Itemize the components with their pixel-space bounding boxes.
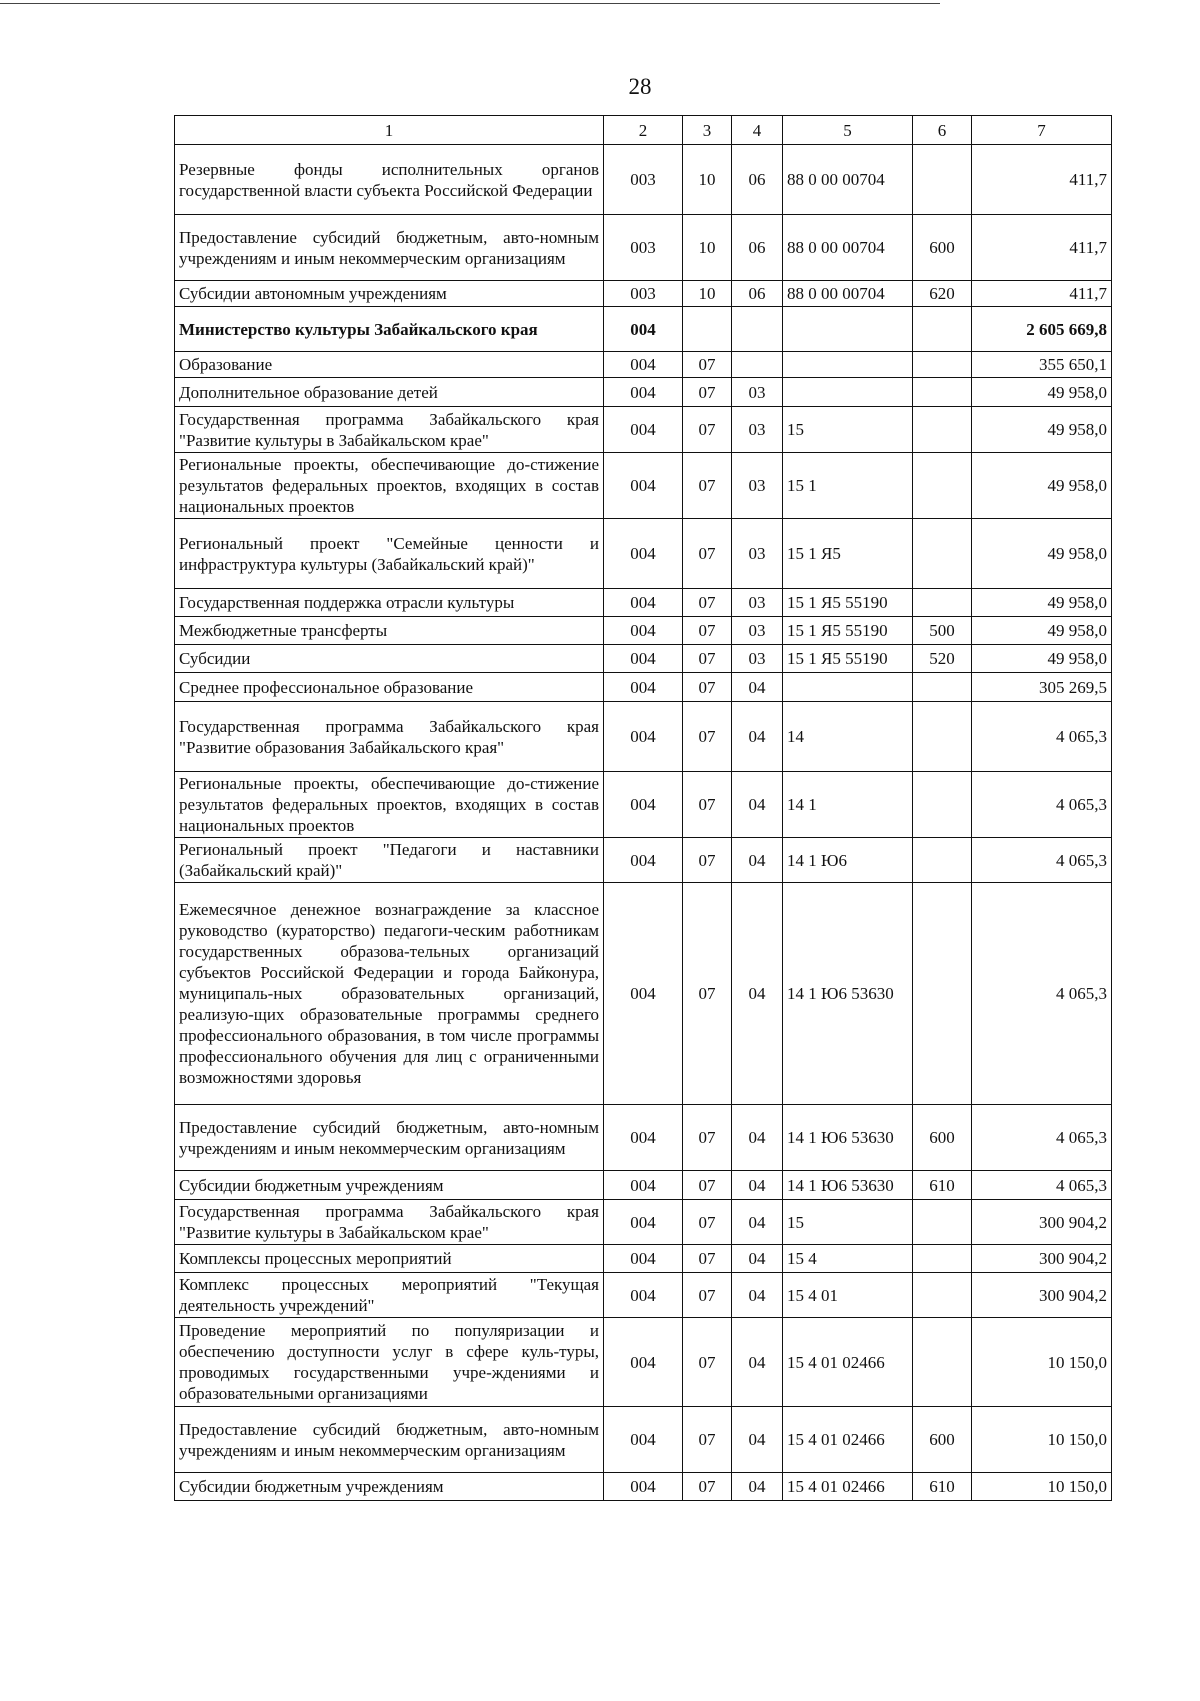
amount-cell: 49 958,0 [972, 407, 1112, 453]
amount-cell: 411,7 [972, 145, 1112, 215]
table-row [175, 1171, 1112, 1200]
scan-border-line [0, 3, 940, 4]
expense-type-code-cell [913, 838, 972, 883]
subsection-code-cell: 03 [732, 453, 783, 519]
table-row [175, 519, 1112, 589]
table-row [175, 702, 1112, 772]
expense-type-code-cell [913, 352, 972, 378]
table-row [175, 617, 1112, 645]
ministry-code-cell: 004 [604, 453, 683, 519]
ministry-code-cell: 003 [604, 281, 683, 307]
subsection-code-cell: 04 [732, 1200, 783, 1245]
row-name-cell: Региональный проект "Педагоги и наставники (Забайкальский край)" [175, 838, 604, 883]
section-code-cell: 10 [683, 145, 732, 215]
table-row [175, 407, 1112, 453]
ministry-code-cell: 004 [604, 519, 683, 589]
section-code-cell: 07 [683, 519, 732, 589]
subsection-code-cell [732, 352, 783, 378]
section-code-cell: 07 [683, 378, 732, 407]
expense-type-code-cell [913, 589, 972, 617]
subsection-code-cell: 03 [732, 519, 783, 589]
table-row [175, 1473, 1112, 1501]
expense-type-code-cell: 520 [913, 645, 972, 673]
row-name-cell: Министерство культуры Забайкальского края [175, 307, 604, 352]
section-code-cell [683, 307, 732, 352]
ministry-code-cell: 004 [604, 1105, 683, 1171]
section-code-cell: 07 [683, 673, 732, 702]
table-row [175, 378, 1112, 407]
expense-type-code-cell: 600 [913, 1407, 972, 1473]
section-code-cell: 10 [683, 281, 732, 307]
ministry-code-cell: 004 [604, 1273, 683, 1318]
budget-table [174, 115, 1112, 1501]
row-name-cell: Дополнительное образование детей [175, 378, 604, 407]
row-name-cell: Субсидии автономным учреждениям [175, 281, 604, 307]
row-name-cell: Проведение мероприятий по популяризации и обеспечению доступности услуг в сфере куль-туры, проводимых государственными учре-ждениями и образовательными организациями [175, 1318, 604, 1407]
subsection-code-cell: 03 [732, 589, 783, 617]
expense-type-code-cell [913, 307, 972, 352]
table-row [175, 1105, 1112, 1171]
section-code-cell: 07 [683, 702, 732, 772]
target-article-code-cell: 15 [783, 407, 913, 453]
amount-cell: 10 150,0 [972, 1318, 1112, 1407]
row-name-cell: Региональный проект "Семейные ценности и инфраструктура культуры (Забайкальский край)" [175, 519, 604, 589]
section-code-cell: 07 [683, 883, 732, 1105]
expense-type-code-cell [913, 378, 972, 407]
expense-type-code-cell [913, 673, 972, 702]
ministry-code-cell: 004 [604, 838, 683, 883]
target-article-code-cell: 14 1 [783, 772, 913, 838]
target-article-code-cell: 14 1 Ю6 53630 [783, 1105, 913, 1171]
ministry-code-cell: 004 [604, 1245, 683, 1273]
row-name-cell: Предоставление субсидий бюджетным, авто-номным учреждениям и иным некоммерческим организациям [175, 1105, 604, 1171]
table-row [175, 1318, 1112, 1407]
target-article-code-cell [783, 352, 913, 378]
row-name-cell: Предоставление субсидий бюджетным, авто-номным учреждениям и иным некоммерческим организациям [175, 215, 604, 281]
expense-type-code-cell [913, 1273, 972, 1318]
row-name-cell: Ежемесячное денежное вознаграждение за классное руководство (кураторство) педагоги-ческим работникам государственных образова-тельных организаций субъектов Российской Федерации и города Байконура, муниципаль-ных образовательных организаций, реализую-щих образовательные программы среднего профессионального образования, в том числе программы профессионального обучения для лиц с ограниченными возможностями здоровья [175, 883, 604, 1105]
target-article-code-cell: 88 0 00 00704 [783, 215, 913, 281]
expense-type-code-cell: 500 [913, 617, 972, 645]
target-article-code-cell: 15 4 [783, 1245, 913, 1273]
section-code-cell: 07 [683, 1171, 732, 1200]
table-row [175, 1245, 1112, 1273]
table-row [175, 883, 1112, 1105]
column-header: 1 [175, 116, 604, 145]
expense-type-code-cell [913, 702, 972, 772]
amount-cell: 2 605 669,8 [972, 307, 1112, 352]
row-name-cell: Субсидии бюджетным учреждениям [175, 1473, 604, 1501]
ministry-code-cell: 003 [604, 215, 683, 281]
ministry-code-cell: 004 [604, 1200, 683, 1245]
target-article-code-cell: 15 1 [783, 453, 913, 519]
row-name-cell: Региональные проекты, обеспечивающие до-стижение результатов федеральных проектов, входящих в состав национальных проектов [175, 453, 604, 519]
subsection-code-cell: 03 [732, 645, 783, 673]
table-row [175, 1407, 1112, 1473]
target-article-code-cell [783, 307, 913, 352]
target-article-code-cell: 15 [783, 1200, 913, 1245]
subsection-code-cell: 04 [732, 702, 783, 772]
column-header: 2 [604, 116, 683, 145]
amount-cell: 4 065,3 [972, 702, 1112, 772]
row-name-cell: Комплекс процессных мероприятий "Текущая деятельность учреждений" [175, 1273, 604, 1318]
row-name-cell: Комплексы процессных мероприятий [175, 1245, 604, 1273]
target-article-code-cell: 14 1 Ю6 53630 [783, 1171, 913, 1200]
table-row [175, 145, 1112, 215]
expense-type-code-cell: 600 [913, 1105, 972, 1171]
expense-type-code-cell: 620 [913, 281, 972, 307]
section-code-cell: 07 [683, 352, 732, 378]
amount-cell: 4 065,3 [972, 772, 1112, 838]
amount-cell: 4 065,3 [972, 883, 1112, 1105]
subsection-code-cell: 04 [732, 1473, 783, 1501]
ministry-code-cell: 004 [604, 1171, 683, 1200]
amount-cell: 10 150,0 [972, 1407, 1112, 1473]
subsection-code-cell: 06 [732, 215, 783, 281]
section-code-cell: 07 [683, 772, 732, 838]
table-row [175, 838, 1112, 883]
expense-type-code-cell [913, 772, 972, 838]
amount-cell: 49 958,0 [972, 453, 1112, 519]
ministry-code-cell: 004 [604, 1473, 683, 1501]
row-name-cell: Государственная программа Забайкальского края "Развитие образования Забайкальского края" [175, 702, 604, 772]
page-number: 28 [628, 74, 652, 99]
row-name-cell: Региональные проекты, обеспечивающие до-стижение результатов федеральных проектов, входящих в состав национальных проектов [175, 772, 604, 838]
section-code-cell: 07 [683, 1473, 732, 1501]
section-code-cell: 10 [683, 215, 732, 281]
section-code-cell: 07 [683, 617, 732, 645]
target-article-code-cell: 14 1 Ю6 [783, 838, 913, 883]
amount-cell: 49 958,0 [972, 519, 1112, 589]
subsection-code-cell: 06 [732, 145, 783, 215]
section-code-cell: 07 [683, 407, 732, 453]
ministry-code-cell: 004 [604, 702, 683, 772]
table-row [175, 1200, 1112, 1245]
amount-cell: 300 904,2 [972, 1245, 1112, 1273]
amount-cell: 300 904,2 [972, 1273, 1112, 1318]
expense-type-code-cell [913, 453, 972, 519]
column-header: 4 [732, 116, 783, 145]
table-body [175, 145, 1112, 1501]
column-header: 6 [913, 116, 972, 145]
expense-type-code-cell [913, 145, 972, 215]
section-code-cell: 07 [683, 645, 732, 673]
amount-cell: 4 065,3 [972, 1171, 1112, 1200]
target-article-code-cell: 15 4 01 [783, 1273, 913, 1318]
subsection-code-cell: 04 [732, 1245, 783, 1273]
amount-cell: 49 958,0 [972, 378, 1112, 407]
row-name-cell: Среднее профессиональное образование [175, 673, 604, 702]
table-row [175, 352, 1112, 378]
target-article-code-cell: 15 4 01 02466 [783, 1318, 913, 1407]
expense-type-code-cell [913, 407, 972, 453]
ministry-code-cell: 004 [604, 352, 683, 378]
subsection-code-cell: 04 [732, 772, 783, 838]
table-row [175, 307, 1112, 352]
row-name-cell: Государственная программа Забайкальского края "Развитие культуры в Забайкальском крае" [175, 1200, 604, 1245]
row-name-cell: Образование [175, 352, 604, 378]
table-row [175, 589, 1112, 617]
section-code-cell: 07 [683, 589, 732, 617]
target-article-code-cell: 15 1 Я5 [783, 519, 913, 589]
row-name-cell: Государственная программа Забайкальского края "Развитие культуры в Забайкальском крае" [175, 407, 604, 453]
table-header-row [175, 116, 1112, 145]
section-code-cell: 07 [683, 453, 732, 519]
table-row [175, 645, 1112, 673]
row-name-cell: Предоставление субсидий бюджетным, авто-номным учреждениям и иным некоммерческим организациям [175, 1407, 604, 1473]
amount-cell: 305 269,5 [972, 673, 1112, 702]
ministry-code-cell: 004 [604, 772, 683, 838]
subsection-code-cell: 04 [732, 1273, 783, 1318]
subsection-code-cell: 03 [732, 378, 783, 407]
section-code-cell: 07 [683, 1318, 732, 1407]
amount-cell: 355 650,1 [972, 352, 1112, 378]
expense-type-code-cell [913, 1318, 972, 1407]
amount-cell: 49 958,0 [972, 645, 1112, 673]
expense-type-code-cell: 610 [913, 1473, 972, 1501]
amount-cell: 49 958,0 [972, 617, 1112, 645]
amount-cell: 411,7 [972, 215, 1112, 281]
subsection-code-cell: 04 [732, 883, 783, 1105]
section-code-cell: 07 [683, 1245, 732, 1273]
expense-type-code-cell [913, 883, 972, 1105]
amount-cell: 411,7 [972, 281, 1112, 307]
target-article-code-cell: 14 [783, 702, 913, 772]
target-article-code-cell [783, 378, 913, 407]
target-article-code-cell: 15 1 Я5 55190 [783, 589, 913, 617]
ministry-code-cell: 004 [604, 645, 683, 673]
section-code-cell: 07 [683, 1200, 732, 1245]
row-name-cell: Межбюджетные трансферты [175, 617, 604, 645]
amount-cell: 4 065,3 [972, 838, 1112, 883]
ministry-code-cell: 004 [604, 617, 683, 645]
ministry-code-cell: 004 [604, 378, 683, 407]
target-article-code-cell: 15 4 01 02466 [783, 1473, 913, 1501]
amount-cell: 4 065,3 [972, 1105, 1112, 1171]
expense-type-code-cell: 600 [913, 215, 972, 281]
subsection-code-cell: 04 [732, 1318, 783, 1407]
amount-cell: 10 150,0 [972, 1473, 1112, 1501]
subsection-code-cell: 04 [732, 1407, 783, 1473]
table-row [175, 453, 1112, 519]
expense-type-code-cell [913, 1200, 972, 1245]
subsection-code-cell: 03 [732, 617, 783, 645]
target-article-code-cell [783, 673, 913, 702]
target-article-code-cell: 88 0 00 00704 [783, 281, 913, 307]
table-row [175, 772, 1112, 838]
expense-type-code-cell [913, 519, 972, 589]
subsection-code-cell: 04 [732, 673, 783, 702]
amount-cell: 49 958,0 [972, 589, 1112, 617]
expense-type-code-cell: 610 [913, 1171, 972, 1200]
ministry-code-cell: 004 [604, 307, 683, 352]
subsection-code-cell: 04 [732, 1171, 783, 1200]
ministry-code-cell: 003 [604, 145, 683, 215]
ministry-code-cell: 004 [604, 883, 683, 1105]
subsection-code-cell: 04 [732, 1105, 783, 1171]
row-name-cell: Государственная поддержка отрасли культуры [175, 589, 604, 617]
section-code-cell: 07 [683, 1407, 732, 1473]
target-article-code-cell: 15 1 Я5 55190 [783, 645, 913, 673]
section-code-cell: 07 [683, 1105, 732, 1171]
ministry-code-cell: 004 [604, 407, 683, 453]
table-row [175, 215, 1112, 281]
subsection-code-cell [732, 307, 783, 352]
target-article-code-cell: 14 1 Ю6 53630 [783, 883, 913, 1105]
row-name-cell: Субсидии бюджетным учреждениям [175, 1171, 604, 1200]
ministry-code-cell: 004 [604, 1318, 683, 1407]
table-row [175, 1273, 1112, 1318]
table-row [175, 673, 1112, 702]
ministry-code-cell: 004 [604, 589, 683, 617]
table-row [175, 281, 1112, 307]
section-code-cell: 07 [683, 1273, 732, 1318]
target-article-code-cell: 88 0 00 00704 [783, 145, 913, 215]
section-code-cell: 07 [683, 838, 732, 883]
target-article-code-cell: 15 1 Я5 55190 [783, 617, 913, 645]
column-header: 3 [683, 116, 732, 145]
expense-type-code-cell [913, 1245, 972, 1273]
ministry-code-cell: 004 [604, 1407, 683, 1473]
subsection-code-cell: 04 [732, 838, 783, 883]
ministry-code-cell: 004 [604, 673, 683, 702]
row-name-cell: Резервные фонды исполнительных органов государственной власти субъекта Российской Федерации [175, 145, 604, 215]
column-header: 7 [972, 116, 1112, 145]
subsection-code-cell: 03 [732, 407, 783, 453]
subsection-code-cell: 06 [732, 281, 783, 307]
amount-cell: 300 904,2 [972, 1200, 1112, 1245]
row-name-cell: Субсидии [175, 645, 604, 673]
target-article-code-cell: 15 4 01 02466 [783, 1407, 913, 1473]
column-header: 5 [783, 116, 913, 145]
